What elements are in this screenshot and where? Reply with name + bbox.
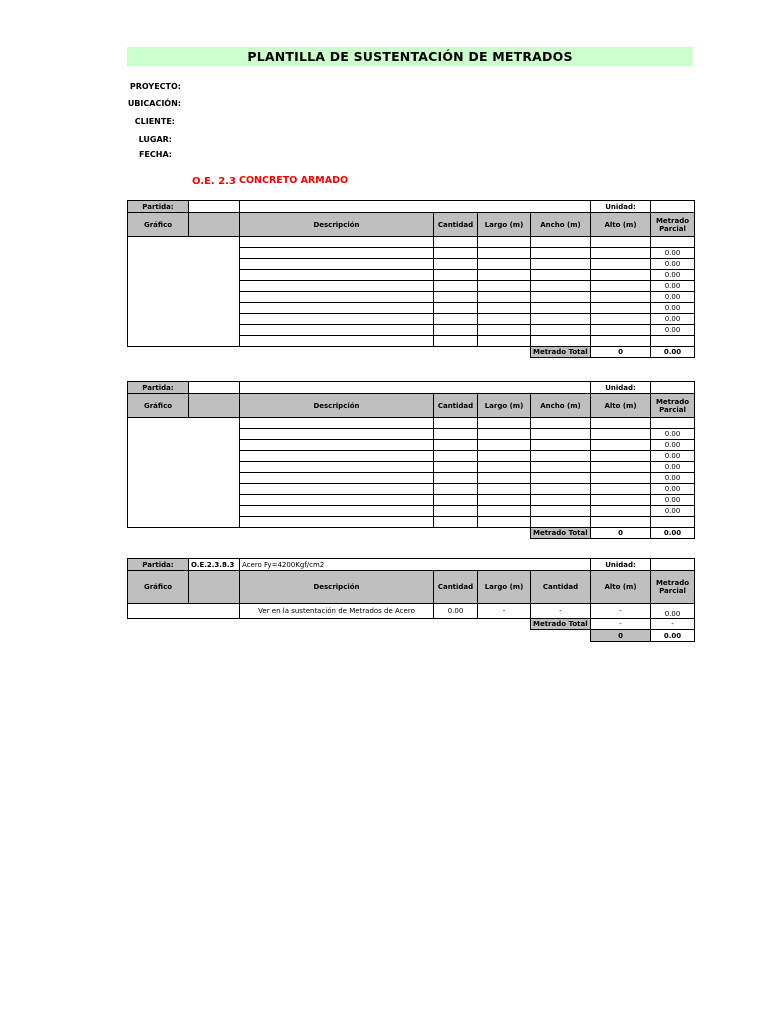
metrado-total-count: 0 xyxy=(591,347,651,358)
alto-cell[interactable] xyxy=(591,237,651,248)
descripcion-cell[interactable] xyxy=(240,440,434,451)
descripcion-cell[interactable] xyxy=(240,336,434,347)
ancho-cell[interactable] xyxy=(531,440,591,451)
partida-code-cell[interactable]: O.E.2.3.8.3 xyxy=(189,559,240,571)
cantidad-header: Cantidad xyxy=(434,394,478,418)
ancho-cell[interactable] xyxy=(531,473,591,484)
ancho-cell[interactable] xyxy=(531,418,591,429)
alto-cell[interactable] xyxy=(591,418,651,429)
largo-cell[interactable] xyxy=(478,517,531,528)
metrado-parcial-cell: 0.00 xyxy=(651,325,695,336)
lugar-label: LUGAR: xyxy=(138,135,172,144)
largo-cell[interactable] xyxy=(478,440,531,451)
alto-cell[interactable] xyxy=(591,462,651,473)
rows-2 xyxy=(128,418,695,528)
acero-col5-cell[interactable]: - xyxy=(531,604,591,619)
unidad-label: Unidad: xyxy=(591,559,651,571)
largo-cell[interactable] xyxy=(478,473,531,484)
metrado-parcial-cell: 0.00 xyxy=(651,506,695,517)
alto-cell[interactable] xyxy=(591,495,651,506)
ancho-cell[interactable] xyxy=(531,462,591,473)
ancho-cell[interactable] xyxy=(531,281,591,292)
largo-cell[interactable] xyxy=(478,495,531,506)
descripcion-header: Descripción xyxy=(240,571,434,604)
metrado-parcial-cell: 0.00 xyxy=(651,270,695,281)
unidad-cell[interactable] xyxy=(651,559,695,571)
unidad-cell[interactable] xyxy=(651,382,695,394)
rows-1 xyxy=(128,237,695,347)
metrado-table-1 xyxy=(127,200,695,358)
metrado-parcial-cell: 0.00 xyxy=(651,248,695,259)
descripcion-cell[interactable] xyxy=(240,303,434,314)
unidad-cell[interactable] xyxy=(651,201,695,213)
ancho-cell[interactable] xyxy=(531,325,591,336)
ancho-cell[interactable] xyxy=(531,314,591,325)
acero-parcial-cell: 0.00 xyxy=(651,604,695,619)
ancho-cell[interactable] xyxy=(531,303,591,314)
metrado-total-alto: - xyxy=(591,619,651,630)
cantidad-cell[interactable] xyxy=(434,237,478,248)
descripcion-cell[interactable] xyxy=(240,418,434,429)
ancho-header: Ancho (m) xyxy=(531,394,591,418)
metrado-total-label: Metrado Total xyxy=(531,619,591,630)
acero-alto-cell[interactable]: - xyxy=(591,604,651,619)
cantidad-cell[interactable] xyxy=(434,495,478,506)
partida-label: Partida: xyxy=(128,559,189,571)
ancho-cell[interactable] xyxy=(531,451,591,462)
grafico-cell[interactable] xyxy=(128,237,240,347)
cantidad-cell[interactable] xyxy=(434,517,478,528)
largo-cell[interactable] xyxy=(478,314,531,325)
cantidad-cell[interactable] xyxy=(434,451,478,462)
largo-cell[interactable] xyxy=(478,270,531,281)
partida-label: Partida: xyxy=(128,201,189,213)
metrado-total-label: Metrado Total xyxy=(531,528,591,539)
table-row xyxy=(128,418,695,429)
oe-name: CONCRETO ARMADO xyxy=(239,175,349,186)
descripcion-cell[interactable] xyxy=(240,506,434,517)
largo-cell[interactable] xyxy=(478,451,531,462)
cantidad-header-2: Cantidad xyxy=(531,571,591,604)
metrado-parcial-cell xyxy=(651,517,695,528)
descripcion-cell[interactable] xyxy=(240,281,434,292)
ancho-cell[interactable] xyxy=(531,517,591,528)
largo-cell[interactable] xyxy=(478,429,531,440)
acero-cantidad-cell[interactable]: 0.00 xyxy=(434,604,478,619)
cantidad-header: Cantidad xyxy=(434,213,478,237)
metrado-parcial-cell: 0.00 xyxy=(651,281,695,292)
largo-cell[interactable] xyxy=(478,259,531,270)
cantidad-cell[interactable] xyxy=(434,292,478,303)
largo-cell[interactable] xyxy=(478,237,531,248)
largo-cell[interactable] xyxy=(478,292,531,303)
descripcion-cell[interactable] xyxy=(240,429,434,440)
alto-header: Alto (m) xyxy=(591,571,651,604)
grafico-header: Gráfico xyxy=(128,213,189,237)
cantidad-cell[interactable] xyxy=(434,259,478,270)
ancho-cell[interactable] xyxy=(531,506,591,517)
largo-header: Largo (m) xyxy=(478,394,531,418)
metrado-parcial-cell: 0.00 xyxy=(651,473,695,484)
metrado-parcial-cell: 0.00 xyxy=(651,303,695,314)
proyecto-label: PROYECTO: xyxy=(129,82,181,91)
metrado-parcial-cell xyxy=(651,336,695,347)
ancho-cell[interactable] xyxy=(531,292,591,303)
largo-cell[interactable] xyxy=(478,303,531,314)
metrado-parcial-cell: 0.00 xyxy=(651,451,695,462)
metrado-total-count: 0 xyxy=(591,528,651,539)
descripcion-cell[interactable] xyxy=(240,292,434,303)
metrado-total-value: 0.00 xyxy=(651,528,695,539)
alto-cell[interactable] xyxy=(591,281,651,292)
cantidad-cell[interactable] xyxy=(434,429,478,440)
ancho-cell[interactable] xyxy=(531,484,591,495)
final-count: 0 xyxy=(591,630,651,642)
alto-cell[interactable] xyxy=(591,429,651,440)
ancho-cell[interactable] xyxy=(531,270,591,281)
cantidad-cell[interactable] xyxy=(434,418,478,429)
alto-header: Alto (m) xyxy=(591,213,651,237)
largo-cell[interactable] xyxy=(478,418,531,429)
alto-cell[interactable] xyxy=(591,259,651,270)
metrado-total-value: 0.00 xyxy=(651,347,695,358)
metrado-parcial-cell: 0.00 xyxy=(651,314,695,325)
metrado-total-parcial: - xyxy=(651,619,695,630)
ancho-cell[interactable] xyxy=(531,495,591,506)
cantidad-header: Cantidad xyxy=(434,571,478,604)
acero-desc-cell[interactable]: Ver en la sustentación de Metrados de Acero xyxy=(240,604,434,619)
alto-cell[interactable] xyxy=(591,440,651,451)
descripcion-cell[interactable] xyxy=(240,259,434,270)
descripcion-cell[interactable] xyxy=(240,484,434,495)
largo-cell[interactable] xyxy=(478,248,531,259)
cantidad-cell[interactable] xyxy=(434,440,478,451)
cantidad-cell[interactable] xyxy=(434,325,478,336)
final-value: 0.00 xyxy=(651,630,695,642)
partida-label: Partida: xyxy=(128,382,189,394)
cantidad-cell[interactable] xyxy=(434,462,478,473)
alto-cell[interactable] xyxy=(591,248,651,259)
grafico-cell[interactable] xyxy=(128,418,240,528)
largo-header: Largo (m) xyxy=(478,213,531,237)
alto-cell[interactable] xyxy=(591,336,651,347)
alto-header: Alto (m) xyxy=(591,394,651,418)
unidad-label: Unidad: xyxy=(591,201,651,213)
alto-cell[interactable] xyxy=(591,325,651,336)
alto-cell[interactable] xyxy=(591,451,651,462)
metrado-parcial-cell: 0.00 xyxy=(651,440,695,451)
ancho-cell[interactable] xyxy=(531,248,591,259)
grafico-header: Gráfico xyxy=(128,394,189,418)
alto-cell[interactable] xyxy=(591,292,651,303)
unidad-label: Unidad: xyxy=(591,382,651,394)
partida-code-cell[interactable] xyxy=(189,201,240,213)
cantidad-cell[interactable] xyxy=(434,314,478,325)
metrado-parcial-cell: 0.00 xyxy=(651,495,695,506)
descripcion-cell[interactable] xyxy=(240,462,434,473)
metrado-total-label: Metrado Total xyxy=(531,347,591,358)
cantidad-cell[interactable] xyxy=(434,303,478,314)
metrado-table-3 xyxy=(127,558,695,642)
fecha-label: FECHA: xyxy=(138,150,172,159)
alto-cell[interactable] xyxy=(591,506,651,517)
descripcion-cell[interactable] xyxy=(240,451,434,462)
alto-cell[interactable] xyxy=(591,314,651,325)
cantidad-cell[interactable] xyxy=(434,336,478,347)
largo-header: Largo (m) xyxy=(478,571,531,604)
descripcion-cell[interactable] xyxy=(240,325,434,336)
alto-cell[interactable] xyxy=(591,303,651,314)
cantidad-cell[interactable] xyxy=(434,473,478,484)
table-row xyxy=(128,237,695,248)
ancho-cell[interactable] xyxy=(531,237,591,248)
descripcion-header: Descripción xyxy=(240,394,434,418)
metrado-parcial-header: Metrado Parcial xyxy=(651,394,695,418)
ancho-cell[interactable] xyxy=(531,259,591,270)
cantidad-cell[interactable] xyxy=(434,506,478,517)
oe-code: O.E. 2.3 xyxy=(192,176,236,187)
descripcion-cell[interactable] xyxy=(240,237,434,248)
alto-cell[interactable] xyxy=(591,270,651,281)
cantidad-cell[interactable] xyxy=(434,281,478,292)
partida-code-cell[interactable] xyxy=(189,382,240,394)
descripcion-cell[interactable] xyxy=(240,270,434,281)
metrado-parcial-cell xyxy=(651,418,695,429)
page-title: PLANTILLA DE SUSTENTACIÓN DE METRADOS xyxy=(127,47,693,66)
metrado-parcial-cell: 0.00 xyxy=(651,429,695,440)
descripcion-cell[interactable] xyxy=(240,314,434,325)
cantidad-cell[interactable] xyxy=(434,270,478,281)
grafico-header: Gráfico xyxy=(128,571,189,604)
descripcion-cell[interactable] xyxy=(240,517,434,528)
alto-cell[interactable] xyxy=(591,473,651,484)
largo-cell[interactable] xyxy=(478,325,531,336)
largo-cell[interactable] xyxy=(478,506,531,517)
ancho-cell[interactable] xyxy=(531,429,591,440)
metrado-table-2 xyxy=(127,381,695,539)
metrado-parcial-cell: 0.00 xyxy=(651,292,695,303)
alto-cell[interactable] xyxy=(591,484,651,495)
alto-cell[interactable] xyxy=(591,517,651,528)
ancho-cell[interactable] xyxy=(531,336,591,347)
metrado-parcial-header: Metrado Parcial xyxy=(651,571,695,604)
ubicacion-label: UBICACIÓN: xyxy=(127,99,181,108)
largo-cell[interactable] xyxy=(478,462,531,473)
largo-cell[interactable] xyxy=(478,484,531,495)
metrado-parcial-cell: 0.00 xyxy=(651,462,695,473)
descripcion-cell[interactable] xyxy=(240,248,434,259)
descripcion-cell[interactable] xyxy=(240,495,434,506)
ancho-header: Ancho (m) xyxy=(531,213,591,237)
cliente-label: CLIENTE: xyxy=(134,117,175,126)
descripcion-header: Descripción xyxy=(240,213,434,237)
metrado-parcial-header: Metrado Parcial xyxy=(651,213,695,237)
metrado-parcial-cell xyxy=(651,237,695,248)
descripcion-cell[interactable] xyxy=(240,473,434,484)
partida-desc-cell[interactable] xyxy=(240,201,591,213)
largo-cell[interactable] xyxy=(478,336,531,347)
cantidad-cell[interactable] xyxy=(434,484,478,495)
partida-desc-cell[interactable] xyxy=(240,382,591,394)
metrado-parcial-cell: 0.00 xyxy=(651,484,695,495)
metrado-parcial-cell: 0.00 xyxy=(651,259,695,270)
largo-cell[interactable] xyxy=(478,281,531,292)
partida-desc-cell[interactable]: Acero Fy=4200Kgf/cm2 xyxy=(240,559,591,571)
acero-largo-cell[interactable]: - xyxy=(478,604,531,619)
cantidad-cell[interactable] xyxy=(434,248,478,259)
